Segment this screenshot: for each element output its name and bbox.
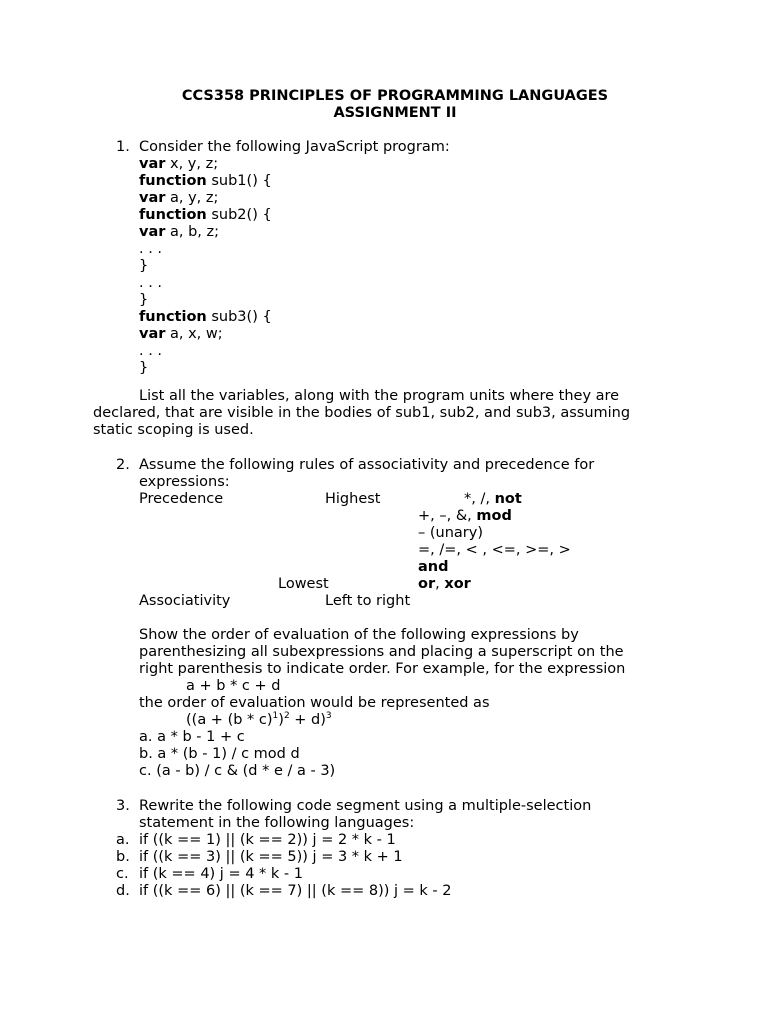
code-line: var a, y, z; [139,190,219,206]
document-title: CCS358 PRINCIPLES OF PROGRAMMING LANGUAGES [181,88,609,104]
keyword: var [139,156,166,172]
associativity-value: Left to right [325,593,411,609]
precedence-row: *, /, not [464,491,522,507]
highest-label: Highest [325,491,381,507]
question-intro: Rewrite the following code segment using a multiple-selection [139,798,592,814]
keyword: var [139,326,166,342]
list-item: if ((k == 1) || (k == 2)) j = 2 * k - 1 [139,832,396,848]
question-text: Show the order of evaluation of the following expressions by [139,627,579,643]
keyword: var [139,190,166,206]
code-line: . . . [139,343,163,359]
question-text: the order of evaluation would be represented as [139,695,490,711]
code-line: var a, b, z; [139,224,220,240]
code-line: } [139,360,149,376]
keyword: var [139,224,166,240]
code-line: } [139,258,149,274]
associativity-label: Associativity [139,593,231,609]
question-text: parenthesizing all subexpressions and placing a superscript on the [139,644,624,660]
code-line: var x, y, z; [139,156,219,172]
precedence-row: =, /=, < , <=, >=, > [418,542,571,558]
keyword: function [139,309,207,325]
question-text: declared, that are visible in the bodies of sub1, sub2, and sub3, assuming [93,405,631,421]
question-text: List all the variables, along with the program units where they are [139,388,620,404]
example-expression: a + b * c + d [186,678,281,694]
list-item-label: b. [116,849,130,865]
code-line: function sub2() { [139,207,272,223]
list-item-label: a. [116,832,130,848]
code-line: function sub1() { [139,173,272,189]
question-intro: Consider the following JavaScript program: [139,139,450,155]
question-intro: expressions: [139,474,230,490]
question-intro: Assume the following rules of associativity and precedence for [139,457,595,473]
document-subtitle: ASSIGNMENT II [333,105,457,121]
keyword: function [139,173,207,189]
list-item: if (k == 4) j = 4 * k - 1 [139,866,303,882]
question-text: static scoping is used. [93,422,254,438]
example-answer: $((a + (b * c)^1)^2 + d)^3$ [186,711,332,728]
question-number: 2. [116,457,130,473]
code-line: . . . [139,275,163,291]
list-item: if ((k == 3) || (k == 5)) j = 3 * k + 1 [139,849,403,865]
precedence-row: and [418,559,449,575]
code-line: } [139,292,149,308]
code-line: function sub3() { [139,309,272,325]
precedence-label: Precedence [139,491,224,507]
precedence-row: +, –, &, mod [418,508,512,524]
precedence-row: or, xor [418,576,471,592]
list-item-label: c. [116,866,129,882]
list-item-label: d. [116,883,130,899]
question-text: right parenthesis to indicate order. For example, for the expression [139,661,626,677]
expression-item: a. a * b - 1 + c [139,729,245,745]
code-line: . . . [139,241,163,257]
expression-item: c. (a - b) / c & (d * e / a - 3) [139,763,336,779]
keyword: function [139,207,207,223]
lowest-label: Lowest [278,576,329,592]
expression-item: b. a * (b - 1) / c mod d [139,746,300,762]
question-number: 1. [116,139,130,155]
code-line: var a, x, w; [139,326,223,342]
precedence-row: – (unary) [418,525,483,541]
list-item: if ((k == 6) || (k == 7) || (k == 8)) j = k - 2 [139,883,452,899]
question-number: 3. [116,798,130,814]
question-intro: statement in the following languages: [139,815,415,831]
